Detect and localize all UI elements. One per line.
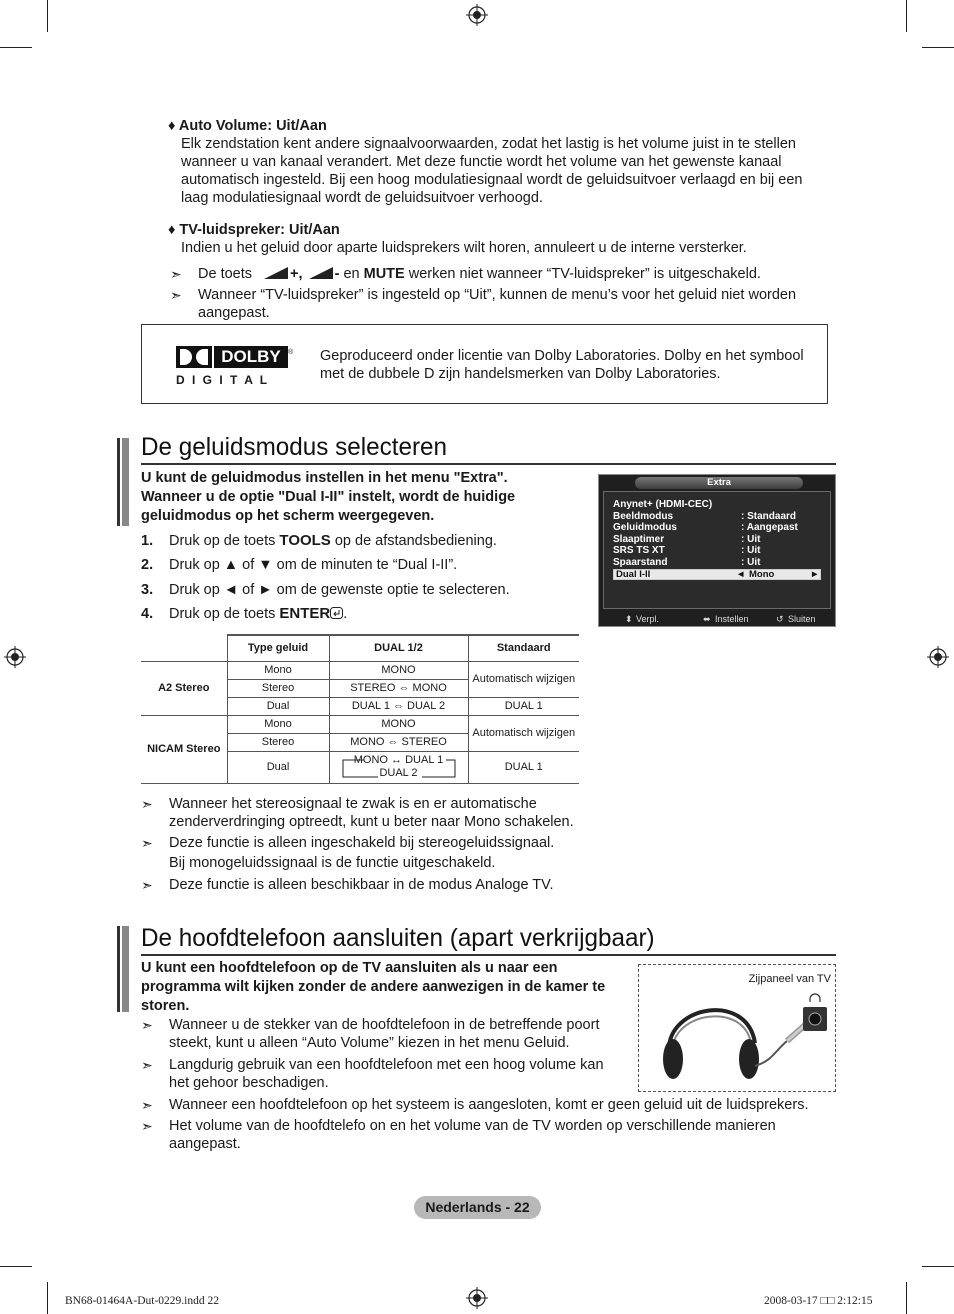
note-arrow-icon: ➣ bbox=[141, 1097, 153, 1113]
table-cell: MONO bbox=[329, 715, 468, 733]
note-text: Wanneer het stereosignaal te zwak is en er automatische bbox=[169, 796, 537, 812]
section2-intro bbox=[141, 959, 631, 1016]
osd-row bbox=[613, 545, 825, 557]
table-cell: DUAL 1 bbox=[468, 751, 579, 783]
right-arrow-icon: ► bbox=[810, 568, 820, 580]
note-text: Deze functie is alleen ingeschakeld bij stereogeluidssignaal. bbox=[169, 835, 555, 851]
osd-footer-exit: Sluiten bbox=[788, 614, 816, 624]
osd-selected-row bbox=[613, 569, 821, 580]
page-number-badge: Nederlands - 22 bbox=[414, 1196, 541, 1219]
step-text: Druk op de toets bbox=[169, 606, 280, 623]
auto-volume-block bbox=[168, 117, 828, 207]
table-cell: MONO ⇔ STEREO bbox=[329, 733, 468, 751]
intro-line: U kunt een hoofdtelefoon op de TV aansluiten als u naar een bbox=[141, 960, 558, 976]
cycle-arrow-icon bbox=[342, 758, 458, 780]
table-cell: Dual bbox=[227, 697, 329, 715]
tv-speaker-note-1 bbox=[170, 265, 830, 283]
note-arrow-icon: ➣ bbox=[141, 835, 153, 851]
osd-footer bbox=[599, 613, 835, 625]
note-text: werken niet wanneer “TV-luidspreker” is uitgeschakeld. bbox=[408, 266, 761, 282]
extra-menu-osd bbox=[598, 474, 836, 627]
note-arrow-icon: ➣ bbox=[170, 287, 182, 303]
auto-volume-line: laag modulatiesignaal wordt de geluidsuitvoer verhoogd. bbox=[181, 190, 543, 206]
section-bar bbox=[117, 926, 129, 1012]
note-text: Het volume van de hoofdtelefo on en het volume van de TV worden op verschillende manieren bbox=[169, 1118, 776, 1134]
note-arrow-icon: ➣ bbox=[141, 1017, 153, 1033]
headphone-illustration bbox=[638, 964, 836, 1092]
section-rule bbox=[141, 463, 836, 465]
note-text: Wanneer een hoofdtelefoon op het systeem is aangesloten, komt er geen geluid uit de luidsprekers. bbox=[169, 1097, 809, 1113]
enter-icon bbox=[330, 607, 343, 619]
note-text: aangepast. bbox=[198, 305, 270, 321]
osd-label: SRS TS XT bbox=[613, 545, 665, 557]
osd-label: Geluidmodus bbox=[613, 522, 677, 534]
osd-label: Anynet+ (HDMI-CEC) bbox=[613, 499, 713, 510]
auto-volume-line: Elk zendstation kent andere signaalvoorwaarden, zodat het lastig is het volume juist in te stellen bbox=[181, 136, 796, 152]
registration-mark-right bbox=[927, 646, 949, 668]
section1-intro bbox=[141, 469, 591, 526]
table-cell-text: MONO ↔ DUAL 1 bbox=[353, 754, 444, 766]
intro-line: storen. bbox=[141, 998, 190, 1014]
step-number: 2. bbox=[141, 557, 154, 574]
intro-line: geluidmodus op het scherm weergegeven. bbox=[141, 508, 435, 524]
osd-row bbox=[613, 499, 825, 511]
volume-plus-label: +, bbox=[290, 266, 303, 282]
section-bar bbox=[117, 438, 129, 526]
step-item bbox=[141, 553, 591, 577]
note-arrow-icon: ➣ bbox=[141, 1057, 153, 1073]
note-text: aangepast. bbox=[169, 1136, 241, 1152]
note-text: Bij monogeluidssignaal is de functie uitgeschakeld. bbox=[169, 855, 496, 871]
enter-key-label: ENTER bbox=[279, 605, 331, 623]
note-arrow-icon: ➣ bbox=[141, 877, 153, 893]
osd-value: Mono bbox=[749, 568, 775, 580]
registration-mark-top bbox=[466, 4, 488, 26]
table-row bbox=[141, 715, 579, 733]
print-footer-date: 2008-03-17 □□ 2:12:15 bbox=[764, 1295, 873, 1307]
step-text: op de afstandsbediening. bbox=[330, 533, 497, 550]
row-group-label: NICAM Stereo bbox=[141, 715, 227, 783]
note-arrow-icon: ➣ bbox=[141, 1118, 153, 1134]
dolby-license-text bbox=[320, 347, 825, 383]
tv-speaker-note-2 bbox=[170, 286, 830, 322]
osd-label: Spaarstand bbox=[613, 557, 668, 568]
step-text: Druk op de toets bbox=[169, 533, 280, 550]
section-title-headphones: De hoofdtelefoon aansluiten (apart verkrijgbaar) bbox=[141, 924, 655, 952]
leftright-icon: ⬌ bbox=[703, 614, 711, 624]
intro-line: Wanneer u de optie "Dual I-II" instelt, wordt de huidige bbox=[141, 489, 516, 505]
left-arrow-icon: ◄ bbox=[736, 568, 746, 580]
intro-line: programma wilt kijken zonder de andere aanwezigen in de kamer te bbox=[141, 979, 606, 995]
osd-label: Beeldmodus bbox=[613, 510, 674, 522]
table-cell: Mono bbox=[227, 661, 329, 679]
table-cell: Stereo bbox=[227, 733, 329, 751]
section2-note bbox=[141, 1056, 631, 1092]
section-title-sound-mode: De geluidsmodus selecteren bbox=[141, 433, 448, 461]
section2-note bbox=[141, 1096, 831, 1114]
dual-cycle-cell bbox=[329, 751, 468, 783]
auto-volume-line: automatisch ingesteld. Bij een hoog modulatiesignaal wordt de geluidsuitvoer verlaagd en bij een bbox=[181, 172, 803, 188]
updown-icon: ⬍ bbox=[625, 614, 633, 624]
print-footer-file: BN68-01464A-Dut-0229.indd 22 bbox=[65, 1295, 219, 1307]
step-number: 3. bbox=[141, 581, 154, 598]
auto-volume-line: wanneer u van kanaal verandert. Met deze functie wordt het volume van het gewenste kanaal bbox=[181, 154, 782, 170]
registered-mark: ® bbox=[288, 349, 294, 356]
volume-minus-label: - bbox=[334, 266, 340, 282]
section1-note bbox=[141, 876, 591, 894]
note-arrow-icon: ➣ bbox=[170, 266, 182, 282]
table-header: DUAL 1/2 bbox=[329, 635, 468, 661]
note-text: Langdurig gebruik van een hoofdtelefoon met een hoog volume kan bbox=[169, 1057, 604, 1073]
tv-speaker-block bbox=[168, 221, 828, 257]
table-cell: MONO bbox=[329, 661, 468, 679]
volume-up-icon bbox=[264, 267, 288, 279]
step-text: Druk op ◄ of ► om de gewenste optie te selecteren. bbox=[169, 581, 510, 598]
intro-line: U kunt de geluidmodus instellen in het menu "Extra". bbox=[141, 470, 508, 486]
note-arrow-icon: ➣ bbox=[141, 796, 153, 812]
table-header: Standaard bbox=[468, 635, 579, 661]
osd-row bbox=[613, 522, 825, 534]
tv-speaker-line: Indien u het geluid door aparte luidsprekers wilt horen, annuleert u de interne versterker. bbox=[181, 240, 747, 256]
table-cell: Automatisch wijzigen bbox=[468, 715, 579, 751]
sound-mode-table bbox=[141, 634, 579, 784]
note-text: steekt, kunt u alleen “Auto Volume” kiezen in het menu Geluid. bbox=[169, 1035, 570, 1051]
table-cell: Stereo bbox=[227, 679, 329, 697]
section1-note bbox=[141, 795, 591, 831]
osd-value: : Standaard bbox=[741, 510, 797, 522]
dolby-digital-logo bbox=[176, 346, 294, 386]
table-cell: Mono bbox=[227, 715, 329, 733]
step-number: 1. bbox=[141, 533, 154, 550]
step-item bbox=[141, 602, 591, 626]
note-text: het gehoor beschadigen. bbox=[169, 1075, 329, 1091]
side-panel-label: Zijpaneel van TV bbox=[748, 973, 831, 985]
volume-down-icon bbox=[309, 267, 333, 279]
table-corner bbox=[141, 635, 227, 661]
osd-footer-set: Instellen bbox=[715, 614, 749, 624]
table-cell: STEREO ⇔ MONO bbox=[329, 679, 468, 697]
osd-value: : Uit bbox=[741, 533, 761, 545]
section2-note bbox=[141, 1117, 831, 1153]
table-cell-text: DUAL 2 bbox=[379, 767, 418, 779]
step-item bbox=[141, 578, 591, 602]
tv-speaker-title: ♦ TV-luidspreker: Uit/Aan bbox=[168, 222, 340, 238]
osd-title: Extra bbox=[635, 477, 803, 489]
note-text: en bbox=[343, 266, 360, 282]
note-text: De toets bbox=[198, 266, 252, 282]
section1-note bbox=[141, 834, 591, 872]
row-group-label: A2 Stereo bbox=[141, 661, 227, 715]
osd-footer-move: Verpl. bbox=[636, 614, 660, 624]
osd-value: : Uit bbox=[741, 545, 761, 557]
dolby-text-line: Geproduceerd onder licentie van Dolby Laboratories. Dolby en het symbool bbox=[320, 348, 804, 364]
table-cell: Dual bbox=[227, 751, 329, 783]
osd-label: Dual I-II bbox=[616, 568, 651, 580]
mute-key-label: MUTE bbox=[363, 266, 405, 282]
osd-row bbox=[613, 511, 825, 523]
step-text: . bbox=[343, 606, 348, 623]
registration-mark-bottom bbox=[466, 1287, 488, 1309]
step-list bbox=[141, 529, 591, 626]
osd-row bbox=[613, 534, 825, 546]
note-text: Deze functie is alleen beschikbaar in de modus Analoge TV. bbox=[169, 877, 554, 893]
dolby-logo-word: DOLBY bbox=[214, 346, 288, 368]
table-header: Type geluid bbox=[227, 635, 329, 661]
note-text: Wanneer u de stekker van de hoofdtelefoon in de betreffende poort bbox=[169, 1017, 600, 1033]
table-cell: DUAL 1 ⇔ DUAL 2 bbox=[329, 697, 468, 715]
osd-value: : Uit bbox=[741, 557, 761, 568]
osd-value: : Aangepast bbox=[741, 522, 798, 534]
return-icon: ↺ bbox=[776, 614, 784, 624]
step-item bbox=[141, 529, 591, 553]
auto-volume-title: ♦ Auto Volume: Uit/Aan bbox=[168, 118, 327, 134]
note-text: Wanneer “TV-luidspreker” is ingesteld op “Uit”, kunnen de menu’s voor het geluid niet worden bbox=[198, 287, 797, 303]
headphones-icon bbox=[657, 991, 833, 1089]
table-cell: Automatisch wijzigen bbox=[468, 661, 579, 697]
osd-label: Slaaptimer bbox=[613, 533, 665, 545]
dolby-license-box bbox=[141, 324, 828, 404]
table-row bbox=[141, 661, 579, 679]
dolby-logo-sub: D I G I T A L bbox=[176, 373, 270, 387]
section2-note bbox=[141, 1016, 631, 1052]
tools-key-label: TOOLS bbox=[279, 532, 331, 550]
osd-row bbox=[613, 557, 825, 569]
dolby-text-line: met de dubbele D zijn handelsmerken van Dolby Laboratories. bbox=[320, 366, 721, 382]
step-text: Druk op ▲ of ▼ om de minuten te “Dual I-II”. bbox=[169, 557, 458, 574]
note-text: zenderverdringing optreedt, kunt u beter naar Mono schakelen. bbox=[169, 814, 574, 830]
step-number: 4. bbox=[141, 606, 154, 623]
section-rule bbox=[141, 954, 836, 956]
table-cell: DUAL 1 bbox=[468, 697, 579, 715]
registration-mark-left bbox=[4, 646, 26, 668]
